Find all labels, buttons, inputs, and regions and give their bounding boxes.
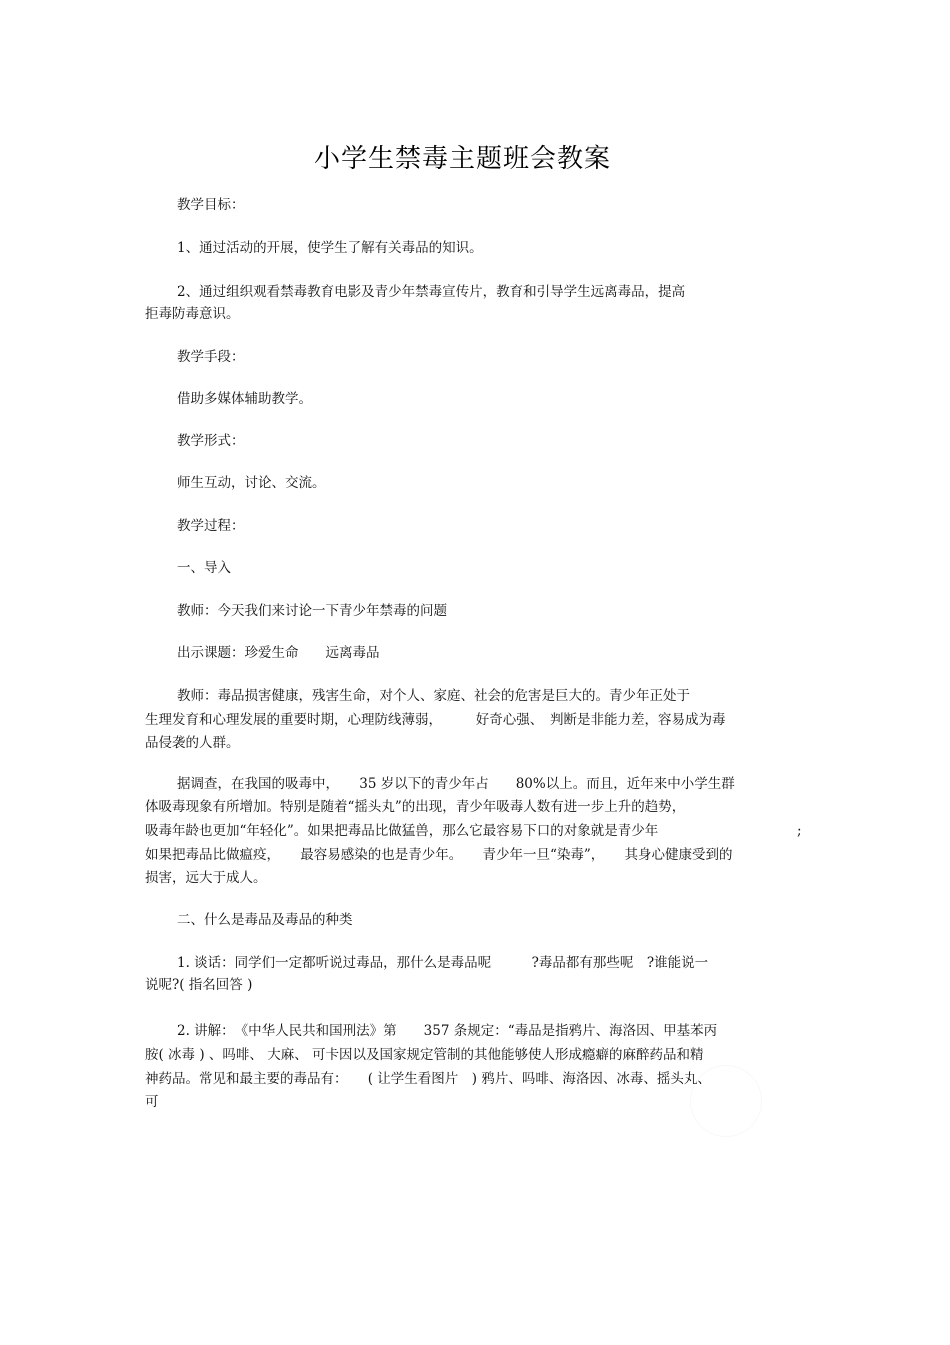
faint-watermark bbox=[690, 1065, 762, 1137]
topic-line: 出示课题：珍爱生命 远离毒品 bbox=[177, 645, 380, 661]
objective-item-2-line-1: 2、通过组织观看禁毒教育电影及青少年禁毒宣传片，教育和引导学生远离毒品，提高 bbox=[177, 284, 686, 300]
lecture-line-3: 神药品。常见和最主要的毒品有： ( 让学生看图片 ) 鸦片、吗啡、海洛因、冰毒、摇头丸、 bbox=[145, 1071, 711, 1087]
section-heading-intro: 一、导入 bbox=[177, 560, 231, 576]
section-heading-form: 教学形式： bbox=[177, 433, 245, 449]
section-heading-objectives: 教学目标： bbox=[177, 197, 245, 213]
objective-item-1: 1、通过活动的开展，使学生了解有关毒品的知识。 bbox=[177, 240, 483, 256]
paragraph-2-line-1: 据调查，在我国的吸毒中， 35 岁以下的青少年占 80%以上。而且，近年来中小学生群 bbox=[177, 776, 735, 792]
paragraph-2-line-5: 损害，远大于成人。 bbox=[145, 870, 267, 886]
document-title: 小学生禁毒主题班会教案 bbox=[313, 144, 611, 174]
teacher-line: 教师：今天我们来讨论一下青少年禁毒的问题 bbox=[177, 603, 447, 619]
paragraph-1-line-1: 教师：毒品损害健康，残害生命，对个人、家庭、社会的危害是巨大的。青少年正处于 bbox=[177, 688, 690, 704]
objective-item-2-line-2: 拒毒防毒意识。 bbox=[145, 306, 240, 322]
section-heading-drug-types: 二、什么是毒品及毒品的种类 bbox=[177, 912, 353, 928]
paragraph-1-line-3: 品侵袭的人群。 bbox=[145, 735, 240, 751]
paragraph-2-line-2: 体吸毒现象有所增加。特别是随着“摇头丸”的出现，青少年吸毒人数有进一步上升的趋势， bbox=[145, 799, 686, 815]
talk-line-1: 1. 谈话：同学们一定都听说过毒品，那什么是毒品呢 ?毒品都有那些呢 ?谁能说一 bbox=[177, 955, 709, 971]
section-heading-means: 教学手段： bbox=[177, 349, 245, 365]
paragraph-2-line-3-end: ; bbox=[797, 823, 802, 839]
lecture-line-2: 胺( 冰毒 ) 、吗啡、 大麻、 可卡因以及国家规定管制的其他能够使人形成瘾癖的麻醉药品和精 bbox=[145, 1047, 704, 1063]
talk-line-2: 说呢?( 指名回答 ) bbox=[145, 977, 253, 993]
form-text: 师生互动，讨论、交流。 bbox=[177, 475, 326, 491]
means-text: 借助多媒体辅助教学。 bbox=[177, 391, 312, 407]
lecture-line-4: 可 bbox=[145, 1094, 159, 1110]
paragraph-1-line-2: 生理发育和心理发展的重要时期，心理防线薄弱， 好奇心强、 判断是非能力差，容易成为毒 bbox=[145, 712, 726, 728]
paragraph-2-line-4: 如果把毒品比做瘟疫， 最容易感染的也是青少年。 青少年一旦“染毒”， 其身心健康受到的 bbox=[145, 847, 733, 863]
paragraph-2-line-3: 吸毒年龄也更加“年轻化”。如果把毒品比做猛兽，那么它最容易下口的对象就是青少年 bbox=[145, 823, 659, 839]
lecture-line-1: 2. 讲解： 《中华人民共和国刑法》第 357 条规定：“毒品是指鸦片、海洛因、甲基苯丙 bbox=[177, 1023, 718, 1039]
section-heading-process: 教学过程： bbox=[177, 518, 245, 534]
